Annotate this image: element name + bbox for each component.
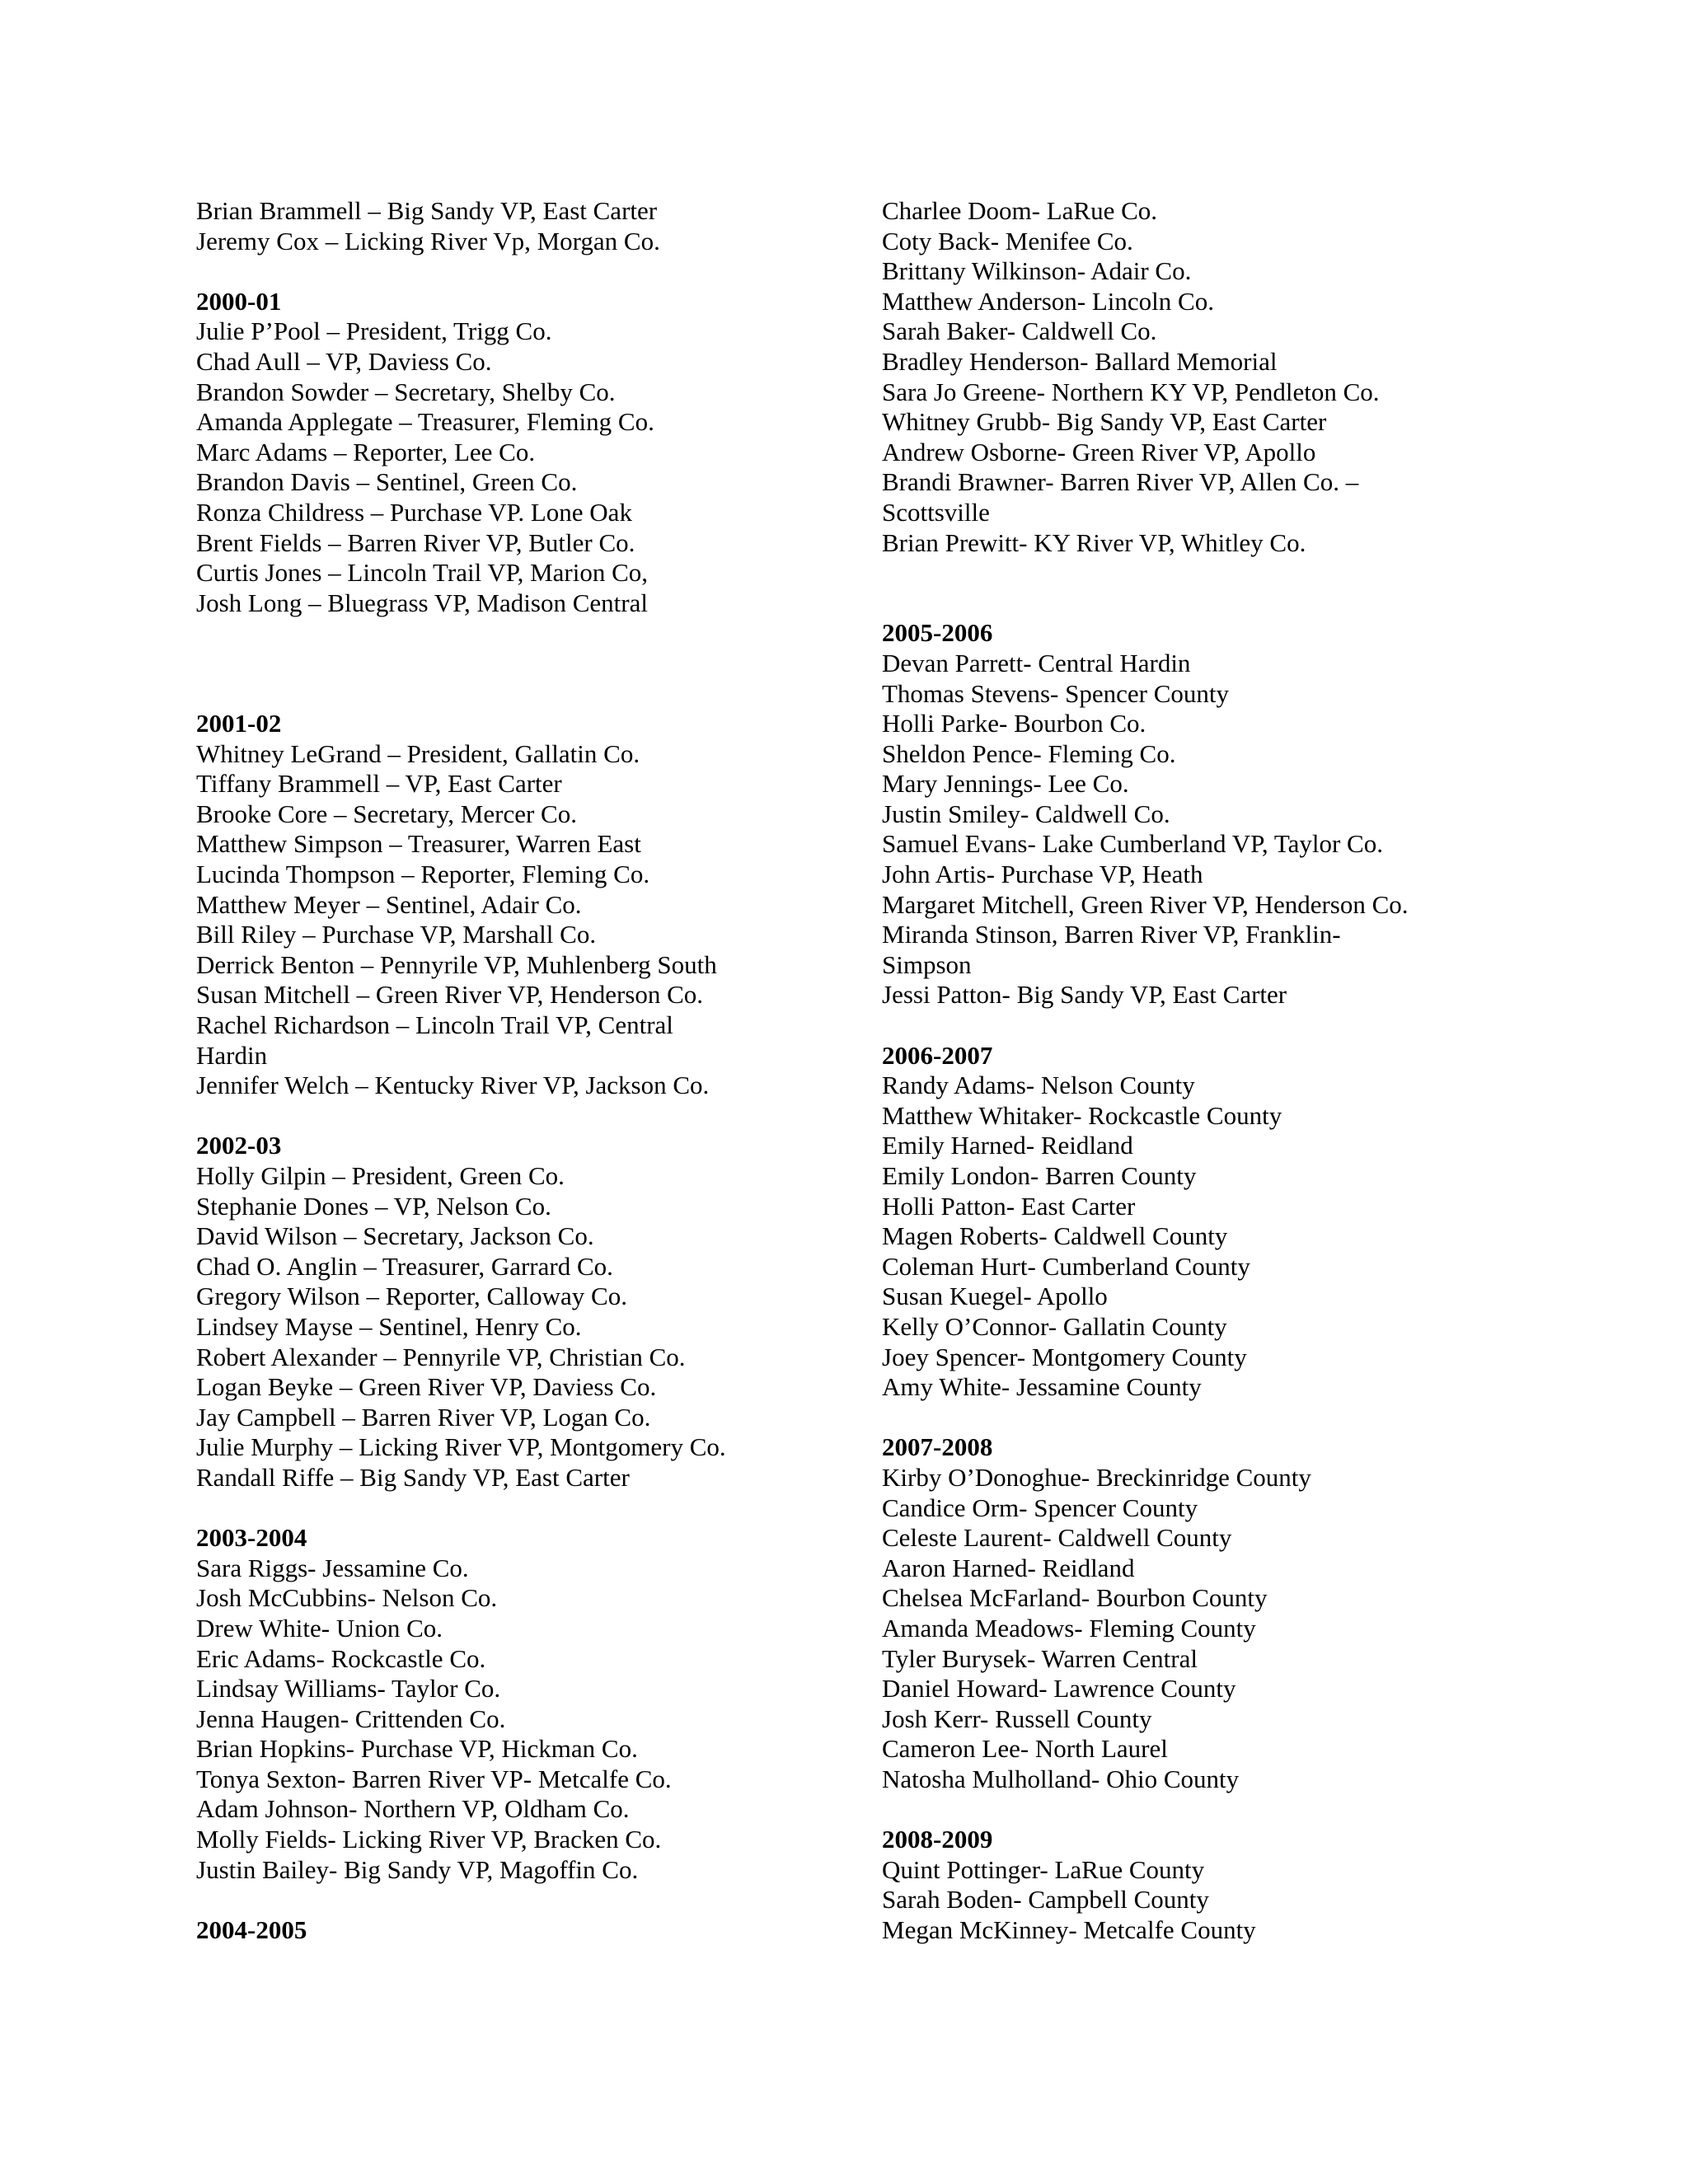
officer-entry: Sarah Boden- Campbell County <box>882 1885 1209 1915</box>
blank-line <box>196 1101 905 1132</box>
officer-entry: Holly Gilpin – President, Green Co. <box>196 1161 565 1190</box>
officer-entry: Ronza Childress – Purchase VP. Lone Oak <box>196 497 632 527</box>
officer-entry: Josh Long – Bluegrass VP, Madison Central <box>196 588 648 617</box>
officer-entry: Bradley Henderson- Ballard Memorial <box>882 346 1278 376</box>
officer-entry: Brian Prewitt- KY River VP, Whitley Co. <box>882 527 1306 557</box>
officer-entry: Brooke Core – Secretary, Mercer Co. <box>196 799 577 828</box>
officer-entry: Gregory Wilson – Reporter, Calloway Co. <box>196 1282 627 1311</box>
officer-entry: Andrew Osborne- Green River VP, Apollo <box>882 437 1316 466</box>
officer-entry: Sara Riggs- Jessamine Co. <box>196 1553 469 1582</box>
officer-entry: Brittany Wilkinson- Adair Co. <box>882 256 1192 286</box>
officer-entry: Robert Alexander – Pennyrile VP, Christian Co. <box>196 1342 686 1371</box>
officer-entry: Julie P’Pool – President, Trigg Co. <box>196 316 552 346</box>
officer-entry: Candice Orm- Spencer County <box>882 1493 1198 1522</box>
officer-entry: Jeremy Cox – Licking River Vp, Morgan Co. <box>196 226 660 255</box>
officer-entry: Simpson <box>882 949 972 979</box>
officer-entry: Drew White- Union Co. <box>196 1613 443 1643</box>
officer-entry: Sheldon Pence- Fleming Co. <box>882 738 1176 768</box>
officer-entry: Mary Jennings- Lee Co. <box>882 769 1129 799</box>
blank-line <box>882 558 1591 588</box>
officer-entry: Whitney Grubb- Big Sandy VP, East Carter <box>882 407 1327 437</box>
officer-entry: Hardin <box>196 1040 268 1070</box>
officer-entry: Jay Campbell – Barren River VP, Logan Co. <box>196 1402 651 1432</box>
officer-entry: Holli Parke- Bourbon Co. <box>882 709 1146 738</box>
officer-entry: Brandon Davis – Sentinel, Green Co. <box>196 467 578 497</box>
officer-entry: Cameron Lee- North Laurel <box>882 1734 1168 1764</box>
officer-entry: Lindsey Mayse – Sentinel, Henry Co. <box>196 1311 582 1341</box>
officer-entry: Justin Bailey- Big Sandy VP, Magoffin Co. <box>196 1854 639 1884</box>
officer-entry: Jenna Haugen- Crittenden Co. <box>196 1704 506 1733</box>
officer-entry: Brian Hopkins- Purchase VP, Hickman Co. <box>196 1734 638 1764</box>
officer-entry: Lucinda Thompson – Reporter, Fleming Co. <box>196 860 650 889</box>
officer-entry: Holli Patton- East Carter <box>882 1191 1136 1221</box>
officer-entry: Logan Beyke – Green River VP, Daviess Co. <box>196 1372 657 1402</box>
officer-entry: Kirby O’Donoghue- Breckinridge County <box>882 1462 1311 1492</box>
officer-entry: Natosha Mulholland- Ohio County <box>882 1764 1240 1793</box>
officer-entry: Matthew Meyer – Sentinel, Adair Co. <box>196 889 582 919</box>
officer-entry: Amanda Applegate – Treasurer, Fleming Co. <box>196 407 654 437</box>
officer-entry: David Wilson – Secretary, Jackson Co. <box>196 1221 594 1251</box>
officer-entry: Amy White- Jessamine County <box>882 1372 1202 1402</box>
blank-line <box>882 1794 1591 1825</box>
officer-entry: Jennifer Welch – Kentucky River VP, Jackson Co. <box>196 1071 710 1100</box>
blank-line <box>196 256 905 287</box>
officer-entry: Matthew Whitaker- Rockcastle County <box>882 1100 1282 1130</box>
officer-entry: Tyler Burysek- Warren Central <box>882 1643 1198 1673</box>
blank-line <box>196 679 905 710</box>
officer-entry: Marc Adams – Reporter, Lee Co. <box>196 437 536 466</box>
officer-entry: Josh Kerr- Russell County <box>882 1704 1152 1733</box>
officer-entry: Jessi Patton- Big Sandy VP, East Carter <box>882 980 1287 1010</box>
year-heading: 2003-2004 <box>196 1523 307 1553</box>
officer-entry: Sara Jo Greene- Northern KY VP, Pendleton Co. <box>882 377 1380 406</box>
officer-entry: Randall Riffe – Big Sandy VP, East Carter <box>196 1462 630 1492</box>
officer-entry: Josh McCubbins- Nelson Co. <box>196 1583 498 1613</box>
officer-entry: Stephanie Dones – VP, Nelson Co. <box>196 1191 551 1221</box>
officer-entry: Sarah Baker- Caldwell Co. <box>882 316 1157 346</box>
blank-line <box>196 1885 905 1915</box>
officer-entry: Coleman Hurt- Cumberland County <box>882 1251 1250 1281</box>
year-heading: 2001-02 <box>196 709 282 738</box>
officer-entry: Adam Johnson- Northern VP, Oldham Co. <box>196 1794 630 1824</box>
blank-line <box>882 1010 1591 1041</box>
officer-entry: Lindsay Williams- Taylor Co. <box>196 1674 501 1704</box>
year-heading: 2005-2006 <box>882 618 993 648</box>
officer-entry: Thomas Stevens- Spencer County <box>882 678 1230 708</box>
right-column <box>882 196 1591 1945</box>
left-column <box>196 196 905 1945</box>
officer-entry: Samuel Evans- Lake Cumberland VP, Taylor Co. <box>882 829 1383 859</box>
officer-entry: Derrick Benton – Pennyrile VP, Muhlenberg South <box>196 949 717 979</box>
officer-entry: Whitney LeGrand – President, Gallatin Co. <box>196 738 640 768</box>
officer-entry: Coty Back- Menifee Co. <box>882 226 1133 255</box>
officer-entry: Randy Adams- Nelson County <box>882 1071 1195 1100</box>
officer-entry: Scottsville <box>882 497 990 527</box>
officer-entry: Aaron Harned- Reidland <box>882 1553 1135 1582</box>
officer-entry: Amanda Meadows- Fleming County <box>882 1613 1256 1643</box>
officer-entry: Bill Riley – Purchase VP, Marshall Co. <box>196 920 597 949</box>
blank-line <box>196 618 905 649</box>
officer-entry: Miranda Stinson, Barren River VP, Franklin- <box>882 920 1341 949</box>
officer-entry: Matthew Simpson – Treasurer, Warren East <box>196 829 641 859</box>
officer-entry: Magen Roberts- Caldwell County <box>882 1221 1228 1251</box>
officer-entry: Matthew Anderson- Lincoln Co. <box>882 286 1214 316</box>
officer-entry: Brandi Brawner- Barren River VP, Allen Co. – <box>882 467 1359 497</box>
officer-entry: Justin Smiley- Caldwell Co. <box>882 799 1170 828</box>
year-heading: 2002-03 <box>196 1131 282 1160</box>
officer-entry: Julie Murphy – Licking River VP, Montgomery Co. <box>196 1432 726 1462</box>
blank-line <box>196 1493 905 1524</box>
officer-entry: Susan Mitchell – Green River VP, Henderson Co. <box>196 980 704 1010</box>
officer-entry: Brian Brammell – Big Sandy VP, East Carter <box>196 196 658 225</box>
blank-line <box>882 1403 1591 1433</box>
year-heading: 2004-2005 <box>196 1915 307 1944</box>
year-heading: 2006-2007 <box>882 1040 993 1070</box>
officer-entry: Tonya Sexton- Barren River VP- Metcalfe Co. <box>196 1764 672 1793</box>
officer-entry: Rachel Richardson – Lincoln Trail VP, Central <box>196 1010 673 1040</box>
officer-entry: Emily London- Barren County <box>882 1161 1197 1190</box>
officer-entry: Megan McKinney- Metcalfe County <box>882 1915 1256 1944</box>
officer-entry: Brandon Sowder – Secretary, Shelby Co. <box>196 377 616 406</box>
year-heading: 2007-2008 <box>882 1432 993 1462</box>
officer-entry: Devan Parrett- Central Hardin <box>882 648 1191 677</box>
officer-entry: Margaret Mitchell, Green River VP, Henderson Co. <box>882 889 1409 919</box>
officer-entry: Tiffany Brammell – VP, East Carter <box>196 769 562 799</box>
officer-entry: Quint Pottinger- LaRue County <box>882 1854 1205 1884</box>
officer-entry: Susan Kuegel- Apollo <box>882 1282 1108 1311</box>
officer-entry: Emily Harned- Reidland <box>882 1131 1133 1160</box>
officer-entry: Brent Fields – Barren River VP, Butler Co. <box>196 527 635 557</box>
officer-entry: Charlee Doom- LaRue Co. <box>882 196 1158 225</box>
officer-entry: Eric Adams- Rockcastle Co. <box>196 1643 486 1673</box>
officer-entry: Daniel Howard- Lawrence County <box>882 1674 1236 1704</box>
officer-entry: Joey Spencer- Montgomery County <box>882 1342 1247 1371</box>
officer-entry: John Artis- Purchase VP, Heath <box>882 860 1203 889</box>
officer-entry: Chad O. Anglin – Treasurer, Garrard Co. <box>196 1251 613 1281</box>
officer-entry: Molly Fields- Licking River VP, Bracken Co. <box>196 1825 662 1854</box>
year-heading: 2000-01 <box>196 286 282 316</box>
year-heading: 2008-2009 <box>882 1825 993 1854</box>
officer-entry: Celeste Laurent- Caldwell County <box>882 1523 1232 1553</box>
officer-entry: Kelly O’Connor- Gallatin County <box>882 1311 1227 1341</box>
officer-entry: Curtis Jones – Lincoln Trail VP, Marion Co, <box>196 558 649 588</box>
officer-entry: Chad Aull – VP, Daviess Co. <box>196 346 492 376</box>
blank-line <box>882 588 1591 619</box>
officer-entry: Chelsea McFarland- Bourbon County <box>882 1583 1268 1613</box>
blank-line <box>196 649 905 679</box>
